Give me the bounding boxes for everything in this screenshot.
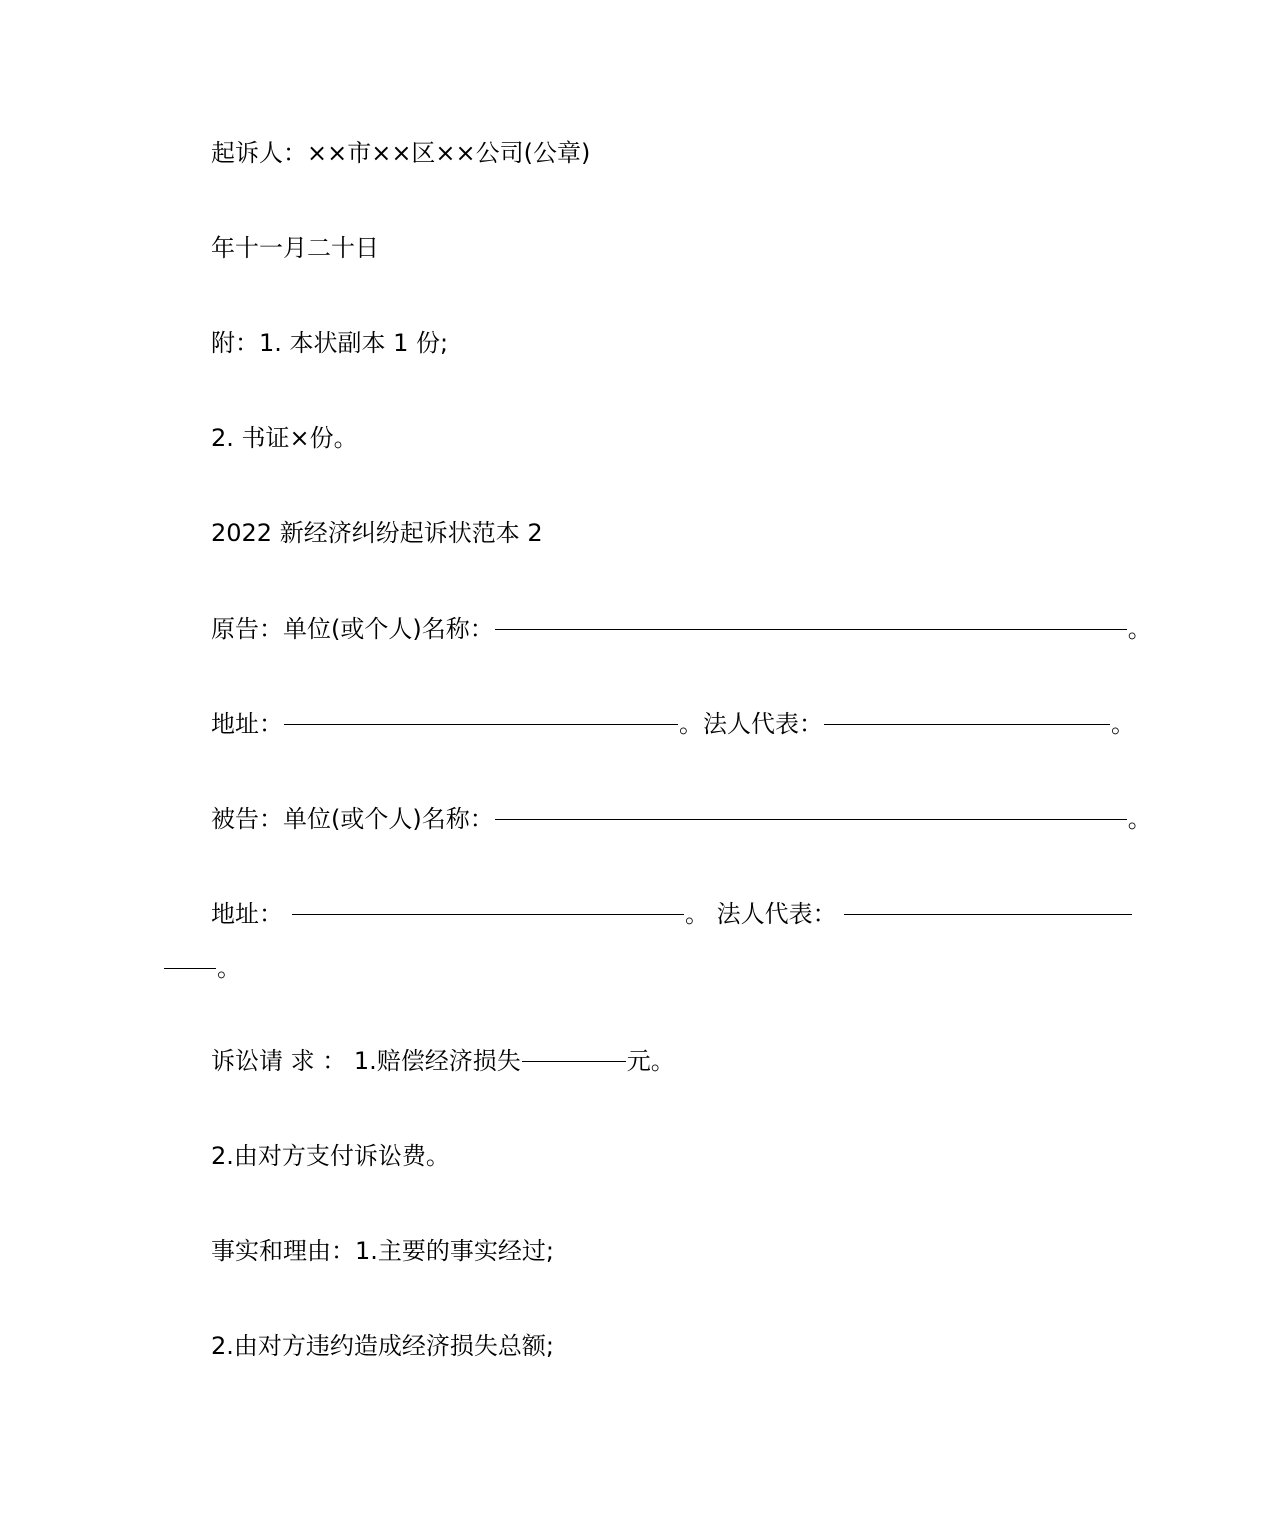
defendant-address-blank (292, 914, 684, 915)
defendant-rep-blank-cont (164, 968, 216, 969)
facts-line-1: 事实和理由：1.主要的事实经过; (211, 1237, 554, 1265)
claim-label: 诉讼请 求 ： 1.赔偿经济损失 (211, 1047, 521, 1075)
defendant-address-end: 。 (217, 954, 241, 982)
signer-line: 起诉人：××市××区××公司(公章) (211, 139, 591, 167)
attachment-item-2: 2. 书证×份。 (211, 424, 358, 452)
plaintiff-address-end: 。 (1111, 710, 1135, 738)
date-line: 年十一月二十日 (211, 234, 379, 262)
plaintiff-address-label: 地址： (211, 710, 283, 738)
plaintiff-name-blank (495, 629, 1127, 630)
claim-unit: 元。 (626, 1047, 675, 1075)
defendant-name-line (211, 803, 1152, 835)
plaintiff-name-end: 。 (1127, 615, 1152, 643)
plaintiff-name-line (211, 613, 1152, 645)
defendant-rep-label: 。 法人代表： (685, 900, 837, 928)
plaintiff-address-line (211, 708, 1135, 740)
claim-amount-blank (522, 1061, 626, 1062)
section-title: 2022 新经济纠纷起诉状范本 2 (211, 519, 543, 547)
attachment-item-1: 附：1. 本状副本 1 份; (211, 329, 449, 357)
facts-line-2: 2.由对方违约造成经济损失总额; (211, 1332, 554, 1360)
plaintiff-address-blank (284, 724, 678, 725)
defendant-name-blank (495, 819, 1127, 820)
defendant-rep-blank (844, 914, 1132, 915)
claim-line-2: 2.由对方支付诉讼费。 (211, 1142, 450, 1170)
defendant-address-label: 地址： (211, 900, 283, 928)
claim-line-1 (211, 1045, 675, 1077)
defendant-name-label: 被告：单位(或个人)名称： (211, 805, 494, 833)
defendant-name-end: 。 (1127, 805, 1152, 833)
defendant-address-continuation (163, 952, 241, 984)
plaintiff-name-label: 原告：单位(或个人)名称： (211, 615, 494, 643)
plaintiff-rep-blank (824, 724, 1110, 725)
defendant-address-line (211, 898, 1133, 930)
plaintiff-rep-label: 。法人代表： (679, 710, 823, 738)
